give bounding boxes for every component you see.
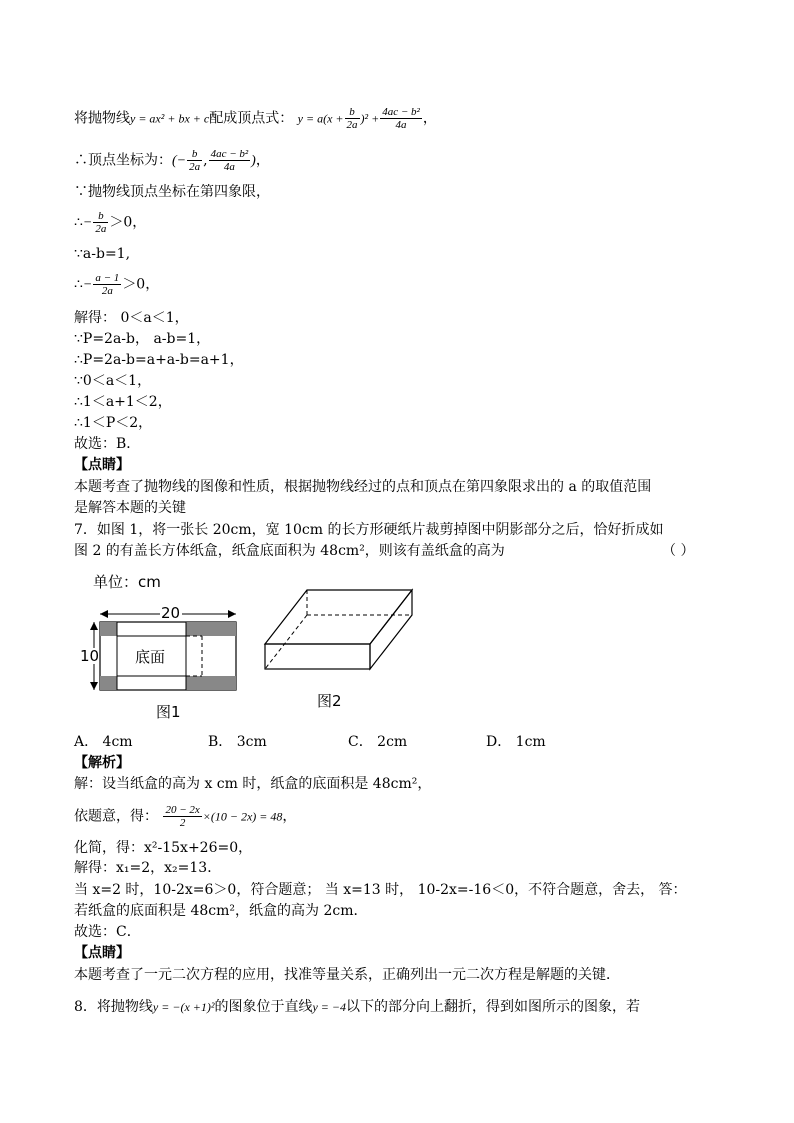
figure-box-net bbox=[74, 570, 434, 730]
line: 解：设当纸盒的高为 x cm 时，纸盒的底面积是 48cm²， bbox=[74, 776, 432, 792]
arrow-head bbox=[90, 682, 98, 690]
section-heading: 【点睛】 bbox=[74, 457, 130, 473]
frac-4ac-b2-4a: $\frac{\text{4ac − b²}}{4a}$ bbox=[210, 148, 249, 173]
math-parabola: y = ax² + bx + c bbox=[130, 111, 210, 126]
line: ∴1＜a+1＜2， bbox=[74, 394, 172, 410]
frac-b-2a: $\frac{b}{2a}$ bbox=[346, 106, 358, 131]
option-b[interactable]: B． 3cm bbox=[208, 734, 267, 750]
option-a[interactable]: A． 4cm bbox=[74, 734, 133, 750]
line: ∴1＜P＜2， bbox=[74, 415, 153, 431]
box-top bbox=[265, 590, 412, 644]
line-complete-square: 将抛物线y = ax² + bx + c配成顶点式： y = a(x + $\frac{b}{2a}$ )² + $\frac{\text{4ac − b²}}{4a}$ ， bbox=[74, 106, 437, 131]
line: 当 x=2 时，10-2x=6＞0，符合题意； 当 x=13 时， 10-2x=-16＜0，不符合题意，舍去， 答： bbox=[74, 882, 687, 898]
line: 化简，得：x²-15x+26=0， bbox=[74, 840, 253, 856]
math-function: y = −(x +1)² bbox=[152, 1000, 215, 1014]
line-equation: 依题意，得： $\frac{20 - 2x}{2}$ ×(10 − 2x) = 48， bbox=[74, 804, 297, 829]
arrow-head bbox=[90, 622, 98, 630]
cut-strip bbox=[186, 676, 236, 690]
line: ∵0＜a＜1， bbox=[74, 373, 152, 389]
frac-20-2x-2: $\frac{20 - 2x}{2}$ bbox=[165, 804, 200, 829]
unit-label: 单位：cm bbox=[93, 573, 161, 591]
section-heading: 【解析】 bbox=[74, 755, 130, 771]
frac-b-2a: $\frac{b}{2a}$ bbox=[189, 148, 201, 173]
line: ∵a-b=1, bbox=[74, 246, 131, 262]
frac-b-2a: $\frac{b}{2a}$ bbox=[95, 210, 107, 235]
line: 若纸盒的底面积是 48cm²，纸盒的高为 2cm． bbox=[74, 903, 368, 919]
cut-corner bbox=[100, 676, 117, 690]
option-c[interactable]: C． 2cm bbox=[348, 734, 408, 750]
option-d[interactable]: D． 1cm bbox=[486, 734, 546, 750]
text: 配成顶点式： bbox=[209, 110, 294, 127]
line-vertex-coord: ∴顶点坐标为：(− $\frac{b}{2a}$ , $\frac{\text{4ac − b²}}{4a}$ )， bbox=[74, 148, 270, 173]
arrow-head bbox=[100, 610, 108, 618]
box-side bbox=[370, 590, 412, 669]
line: ∴− $\frac{b}{2a}$ ＞0， bbox=[74, 210, 147, 235]
line: ∵抛物线顶点坐标在第四象限， bbox=[74, 184, 270, 200]
line: 解得： 0＜a＜1， bbox=[74, 310, 189, 326]
arrow-head bbox=[228, 610, 236, 618]
question-7: 7．如图 1，将一张长 20cm，宽 10cm 的长方形硬纸片裁剪掉图中阴影部分之后，恰好折成如 bbox=[74, 522, 664, 538]
width-label: 10 bbox=[80, 647, 100, 665]
cut-corner bbox=[100, 622, 117, 636]
frac-a1-2a: $\frac{a - 1}{2a}$ bbox=[95, 272, 120, 297]
cut-strip bbox=[186, 622, 236, 636]
line: ∵P=2a-b， a-b=1， bbox=[74, 331, 211, 347]
question-7-cont: 图 2 的有盖长方体纸盒，纸盒底面积为 48cm²，则该有盖纸盒的高为 bbox=[74, 543, 505, 559]
line: 是解答本题的关键 bbox=[74, 500, 186, 516]
math-vertex-form: y = a(x + bbox=[297, 111, 344, 126]
section-heading: 【点睛】 bbox=[74, 945, 130, 961]
line: 故选：C． bbox=[74, 924, 141, 940]
answer-paren: （ ） bbox=[662, 543, 695, 559]
line: 故选：B． bbox=[74, 436, 141, 452]
hidden-edge bbox=[265, 615, 307, 669]
question-8: 8．将抛物线y = −(x +1)²的图象位于直线y = −4以下的部分向上翻折，得到如图所示的图象，若 bbox=[74, 999, 640, 1015]
line: 本题考查了一元二次方程的应用，找准等量关系，正确列出一元二次方程是解题的关键． bbox=[74, 967, 620, 983]
line: ∴− $\frac{a - 1}{2a}$ ＞0， bbox=[74, 272, 160, 297]
line: ∴P=2a-b=a+a-b=a+1， bbox=[74, 352, 244, 368]
base-label: 底面 bbox=[135, 648, 166, 666]
box-front bbox=[265, 644, 370, 669]
line: 解得：x₁=2，x₂=13． bbox=[74, 860, 222, 876]
line: 本题考查了抛物线的图像和性质，根据抛物线经过的点和顶点在第四象限求出的 a 的取值范围 bbox=[74, 479, 652, 495]
length-label: 20 bbox=[161, 604, 181, 622]
frac-4ac-b2-4a: $\frac{\text{4ac − b²}}{4a}$ bbox=[382, 106, 420, 131]
math-line: y = −4 bbox=[312, 1000, 346, 1014]
fig1-caption: 图1 bbox=[156, 703, 181, 721]
text: 将抛物线 bbox=[74, 110, 130, 127]
fig2-caption: 图2 bbox=[317, 692, 342, 710]
